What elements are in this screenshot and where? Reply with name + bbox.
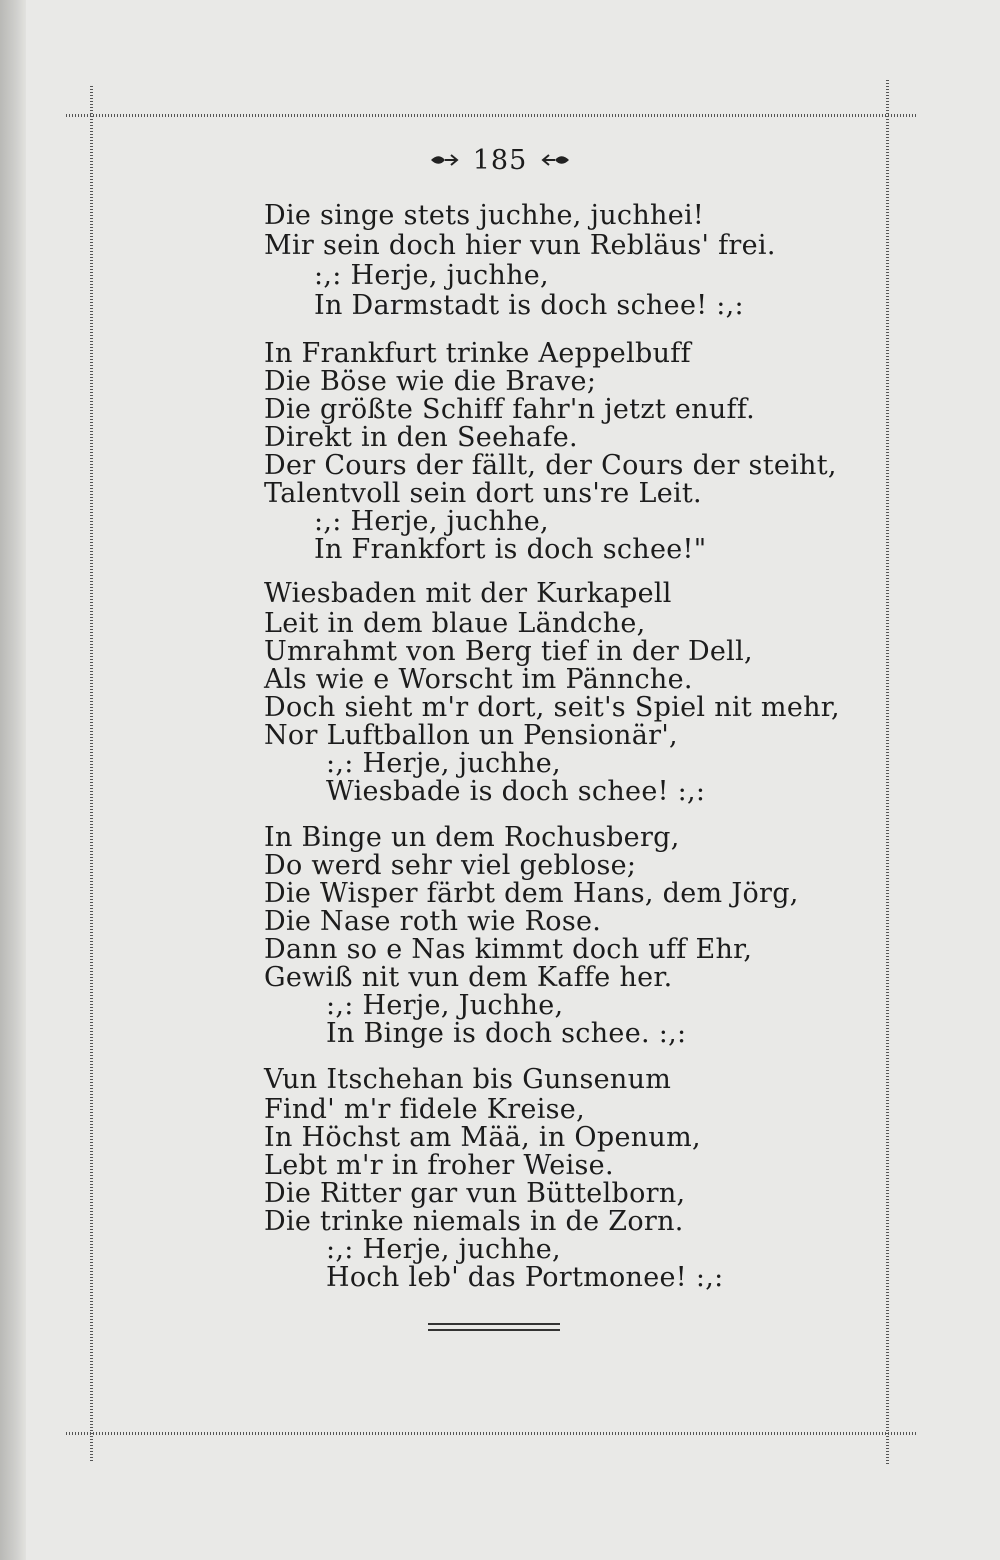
left-ornament-icon <box>429 152 459 168</box>
verse-line: Dann so e Nas kimmt doch uff Ehr, <box>264 934 753 965</box>
closing-rule-top <box>428 1323 560 1325</box>
verse-line: Als wie e Worscht im Pännche. <box>264 664 693 695</box>
refrain-line: In Frankfort is doch schee!" <box>314 534 707 565</box>
refrain-line: :,: Herje, juchhe, <box>314 260 549 291</box>
verse-line: Die Böse wie die Brave; <box>264 366 597 397</box>
verse-line: Die singe stets juchhe, juchhei! <box>264 200 705 231</box>
verse-line: Die Wisper färbt dem Hans, dem Jörg, <box>264 878 799 909</box>
verse-line: Gewiß nit vun dem Kaffe her. <box>264 962 673 993</box>
left-border-rule <box>90 86 93 1462</box>
verse-line: Die Ritter gar vun Büttelborn, <box>264 1178 686 1209</box>
verse-line: Vun Itschehan bis Gunsenum <box>264 1064 672 1095</box>
verse-line: Umrahmt von Berg tief in der Dell, <box>264 636 753 667</box>
verse-line: Doch sieht m'r dort, seit's Spiel nit mehr, <box>264 692 840 723</box>
right-ornament-icon <box>541 152 571 168</box>
verse-line: In Binge un dem Rochusberg, <box>264 822 680 853</box>
refrain-line: In Darmstadt is doch schee! :,: <box>314 290 744 321</box>
verse-line: Talentvoll sein dort uns're Leit. <box>264 478 702 509</box>
refrain-line: Hoch leb' das Portmonee! :,: <box>326 1262 724 1293</box>
verse-line: Direkt in den Seehafe. <box>264 422 578 453</box>
refrain-line: Wiesbade is doch schee! :,: <box>326 776 706 807</box>
verse-line: Leit in dem blaue Ländche, <box>264 608 646 639</box>
page-number-header <box>400 140 600 180</box>
right-border-rule <box>886 80 889 1464</box>
binding-shadow <box>0 0 26 1560</box>
verse-line: Do werd sehr viel geblose; <box>264 850 637 881</box>
refrain-line: In Binge is doch schee. :,: <box>326 1018 687 1049</box>
verse-line: Mir sein doch hier vun Rebläus' frei. <box>264 230 776 261</box>
verse-line: Wiesbaden mit der Kurkapell <box>264 578 672 609</box>
verse-line: Die trinke niemals in de Zorn. <box>264 1206 684 1237</box>
closing-rule-bottom <box>428 1329 560 1331</box>
refrain-line: :,: Herje, juchhe, <box>326 748 561 779</box>
verse-line: Die größte Schiff fahr'n jetzt enuff. <box>264 394 756 425</box>
verse-line: Find' m'r fidele Kreise, <box>264 1094 585 1125</box>
bottom-border-rule <box>66 1432 918 1435</box>
refrain-line: :,: Herje, juchhe, <box>314 506 549 537</box>
refrain-line: :,: Herje, juchhe, <box>326 1234 561 1265</box>
verse-line: In Frankfurt trinke Aeppelbuff <box>264 338 691 369</box>
page-number: 185 <box>472 144 528 176</box>
verse-line: Der Cours der fällt, der Cours der steiht, <box>264 450 837 481</box>
verse-line: Lebt m'r in froher Weise. <box>264 1150 614 1181</box>
verse-line: Die Nase roth wie Rose. <box>264 906 602 937</box>
top-border-rule <box>66 114 918 117</box>
verse-line: Nor Luftballon un Pensionär', <box>264 720 678 751</box>
verse-line: In Höchst am Mää, in Openum, <box>264 1122 701 1153</box>
refrain-line: :,: Herje, Juchhe, <box>326 990 564 1021</box>
